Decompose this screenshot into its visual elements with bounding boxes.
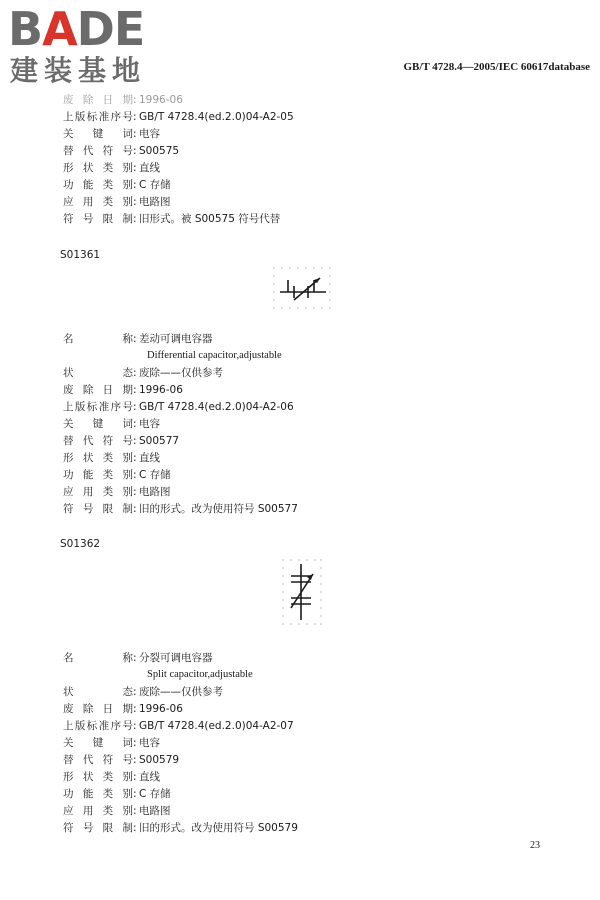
field-label: 应用类别 bbox=[63, 486, 133, 498]
field-value: 电容 bbox=[139, 737, 160, 749]
field-label: 形状类别 bbox=[63, 771, 133, 783]
field-value: S00577 bbox=[139, 435, 180, 447]
field-value: 分裂可调电容器 bbox=[139, 652, 213, 664]
field-label: 状态 bbox=[63, 686, 133, 698]
entry2-withdrawn-row: 废除日期: 1996-06 bbox=[63, 703, 183, 715]
field-value: 废除——仅供参考 bbox=[139, 686, 223, 698]
entry1-symbol-code: S01361 bbox=[60, 249, 101, 261]
entry0-function-row: 功能类别: C 存储 bbox=[63, 179, 171, 191]
entry1-keyword-row: 关键词: 电容 bbox=[63, 418, 160, 430]
field-value: 直线 bbox=[139, 452, 160, 464]
entry1-shape-row: 形状类别: 直线 bbox=[63, 452, 160, 464]
entry0-restriction-row: 符号限制: 旧形式。被 S00575 符号代替 bbox=[63, 213, 281, 225]
field-value: 1996-06 bbox=[139, 384, 183, 396]
entry1-prev-std-row: 上版标准序号: GB/T 4728.4(ed.2.0)04-A2-06 bbox=[63, 401, 294, 413]
entry0-withdrawn-row: 废除日期: 1996-06 bbox=[63, 94, 183, 106]
entry2-name-english: Split capacitor,adjustable bbox=[147, 669, 253, 680]
field-label: 应用类别 bbox=[63, 805, 133, 817]
field-label: 形状类别 bbox=[63, 162, 133, 174]
field-label: 上版标准序号 bbox=[63, 401, 133, 413]
entry2-status-row: 状态: 废除——仅供参考 bbox=[63, 686, 223, 698]
entry0-keyword-row: 关键词: 电容 bbox=[63, 128, 160, 140]
entry2-name-row: 名称: 分裂可调电容器 bbox=[63, 652, 213, 664]
entry1-function-row: 功能类别: C 存储 bbox=[63, 469, 171, 481]
field-label: 废除日期 bbox=[63, 703, 133, 715]
field-value: S00575 bbox=[139, 145, 180, 157]
entry2-prev-std-row: 上版标准序号: GB/T 4728.4(ed.2.0)04-A2-07 bbox=[63, 720, 294, 732]
field-label: 应用类别 bbox=[63, 196, 133, 208]
entry2-application-row: 应用类别: 电路图 bbox=[63, 805, 171, 817]
entry0-replace-row: 替代符号: S00575 bbox=[63, 145, 180, 157]
logo-wordmark: BADE bbox=[8, 2, 145, 56]
entry2-function-row: 功能类别: C 存储 bbox=[63, 788, 171, 800]
field-value: GB/T 4728.4(ed.2.0)04-A2-07 bbox=[139, 720, 294, 732]
entry2-replace-row: 替代符号: S00579 bbox=[63, 754, 180, 766]
entry2-keyword-row: 关键词: 电容 bbox=[63, 737, 160, 749]
standard-header: GB/T 4728.4—2005/IEC 60617database bbox=[403, 61, 590, 73]
field-value: 1996-06 bbox=[139, 703, 183, 715]
field-label: 废除日期 bbox=[63, 384, 133, 396]
field-value: S00579 bbox=[139, 754, 180, 766]
field-label: 功能类别 bbox=[63, 469, 133, 481]
field-value: 废除——仅供参考 bbox=[139, 367, 223, 379]
field-value: 旧的形式。改为使用符号 S00579 bbox=[139, 822, 298, 834]
entry1-name-english: Differential capacitor,adjustable bbox=[147, 350, 282, 361]
field-label: 上版标准序号 bbox=[63, 720, 133, 732]
field-label: 功能类别 bbox=[63, 179, 133, 191]
entry1-application-row: 应用类别: 电路图 bbox=[63, 486, 171, 498]
field-value: 1996-06 bbox=[139, 94, 183, 106]
field-value: 电路图 bbox=[139, 805, 171, 817]
field-value: C 存储 bbox=[139, 179, 171, 191]
field-value: 电路图 bbox=[139, 196, 171, 208]
entry1-status-row: 状态: 废除——仅供参考 bbox=[63, 367, 223, 379]
field-value: 差动可调电容器 bbox=[139, 333, 213, 345]
entry1-restriction-row: 符号限制: 旧的形式。改为使用符号 S00577 bbox=[63, 503, 298, 515]
entry0-shape-row: 形状类别: 直线 bbox=[63, 162, 160, 174]
differential-capacitor-symbol bbox=[270, 264, 338, 314]
field-label: 关键词 bbox=[63, 737, 133, 749]
field-value: 电路图 bbox=[139, 486, 171, 498]
field-label: 替代符号 bbox=[63, 145, 133, 157]
field-label: 关键词 bbox=[63, 128, 133, 140]
entry2-symbol-code: S01362 bbox=[60, 538, 101, 550]
page-number: 23 bbox=[530, 840, 540, 851]
split-capacitor-symbol bbox=[279, 556, 325, 628]
field-label: 名称 bbox=[63, 333, 133, 345]
entry1-withdrawn-row: 废除日期: 1996-06 bbox=[63, 384, 183, 396]
entry2-restriction-row: 符号限制: 旧的形式。改为使用符号 S00579 bbox=[63, 822, 298, 834]
field-label: 名称 bbox=[63, 652, 133, 664]
field-label: 关键词 bbox=[63, 418, 133, 430]
field-label: 替代符号 bbox=[63, 754, 133, 766]
brand-logo bbox=[6, 4, 176, 94]
field-label: 形状类别 bbox=[63, 452, 133, 464]
logo-subtitle: 建装基地 bbox=[10, 54, 147, 87]
field-label: 替代符号 bbox=[63, 435, 133, 447]
field-value: C 存储 bbox=[139, 788, 171, 800]
entry0-application-row: 应用类别: 电路图 bbox=[63, 196, 171, 208]
entry0-prev-std-row: 上版标准序号: GB/T 4728.4(ed.2.0)04-A2-05 bbox=[63, 111, 294, 123]
field-value: 直线 bbox=[139, 162, 160, 174]
entry1-name-row: 名称: 差动可调电容器 bbox=[63, 333, 213, 345]
field-value: GB/T 4728.4(ed.2.0)04-A2-05 bbox=[139, 111, 294, 123]
field-label: 废除日期 bbox=[63, 94, 133, 106]
field-label: 符号限制 bbox=[63, 822, 133, 834]
entry1-replace-row: 替代符号: S00577 bbox=[63, 435, 180, 447]
field-label: 符号限制 bbox=[63, 503, 133, 515]
field-label: 功能类别 bbox=[63, 788, 133, 800]
field-value: 电容 bbox=[139, 418, 160, 430]
entry2-shape-row: 形状类别: 直线 bbox=[63, 771, 160, 783]
field-label: 上版标准序号 bbox=[63, 111, 133, 123]
field-value: 旧形式。被 S00575 符号代替 bbox=[139, 213, 281, 225]
field-value: 旧的形式。改为使用符号 S00577 bbox=[139, 503, 298, 515]
field-label: 状态 bbox=[63, 367, 133, 379]
field-value: 直线 bbox=[139, 771, 160, 783]
field-value: C 存储 bbox=[139, 469, 171, 481]
field-value: 电容 bbox=[139, 128, 160, 140]
field-label: 符号限制 bbox=[63, 213, 133, 225]
field-value: GB/T 4728.4(ed.2.0)04-A2-06 bbox=[139, 401, 294, 413]
